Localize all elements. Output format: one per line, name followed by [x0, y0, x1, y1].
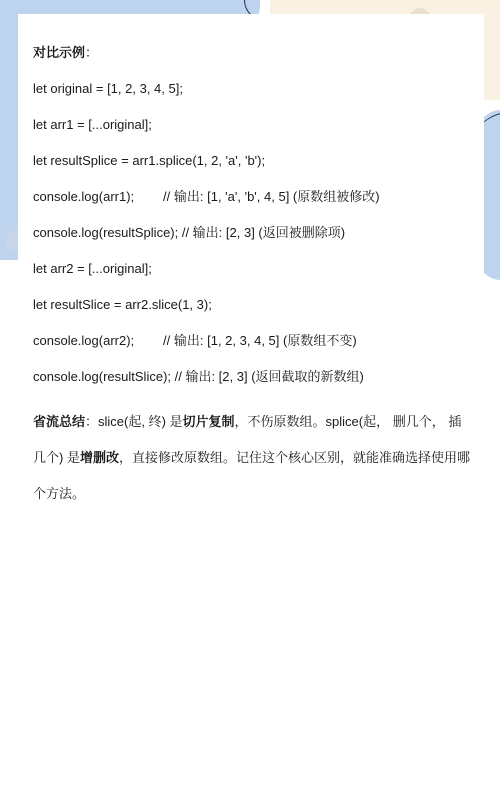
section-heading — [33, 44, 473, 62]
code-line: let resultSplice = arr1.splice(1, 2, 'a', 'b'); — [33, 153, 266, 168]
summary-paragraph — [33, 404, 473, 512]
heading-text: 对比示例 — [33, 45, 86, 60]
code-line: let original = [1, 2, 3, 4, 5]; — [33, 81, 183, 96]
code-line: console.log(arr2); // 输出: [1, 2, 3, 4, 5] (原数组不变) — [33, 333, 357, 348]
code-line: let arr1 = [...original]; — [33, 117, 152, 132]
code-line: let arr2 = [...original]; — [33, 261, 152, 276]
summary-part3: ，直接修改原数组。记住这个核心区别，就能准确选择使用哪个方法。 — [33, 450, 470, 501]
document-page — [18, 14, 484, 796]
summary-part1: ：slice(起, 终) 是 — [85, 414, 183, 429]
summary-bold1: 切片复制 — [182, 414, 235, 429]
code-line: console.log(resultSplice); // 输出: [2, 3] (返回被删除项) — [33, 225, 346, 240]
document-content — [33, 44, 473, 530]
code-line: console.log(arr1); // 输出: [1, 'a', 'b', 4, 5] (原数组被修改) — [33, 189, 380, 204]
code-line: let resultSlice = arr2.slice(1, 3); — [33, 297, 212, 312]
summary-label: 省流总结 — [33, 414, 86, 429]
code-line: console.log(resultSlice); // 输出: [2, 3] (返回截取的新数组) — [33, 369, 364, 384]
heading-colon: ： — [85, 45, 99, 60]
summary-bold2: 增删改 — [79, 450, 119, 465]
summary-part2: ，不伤原数组。splice(起， 删几个， 插几个) 是 — [33, 414, 462, 465]
